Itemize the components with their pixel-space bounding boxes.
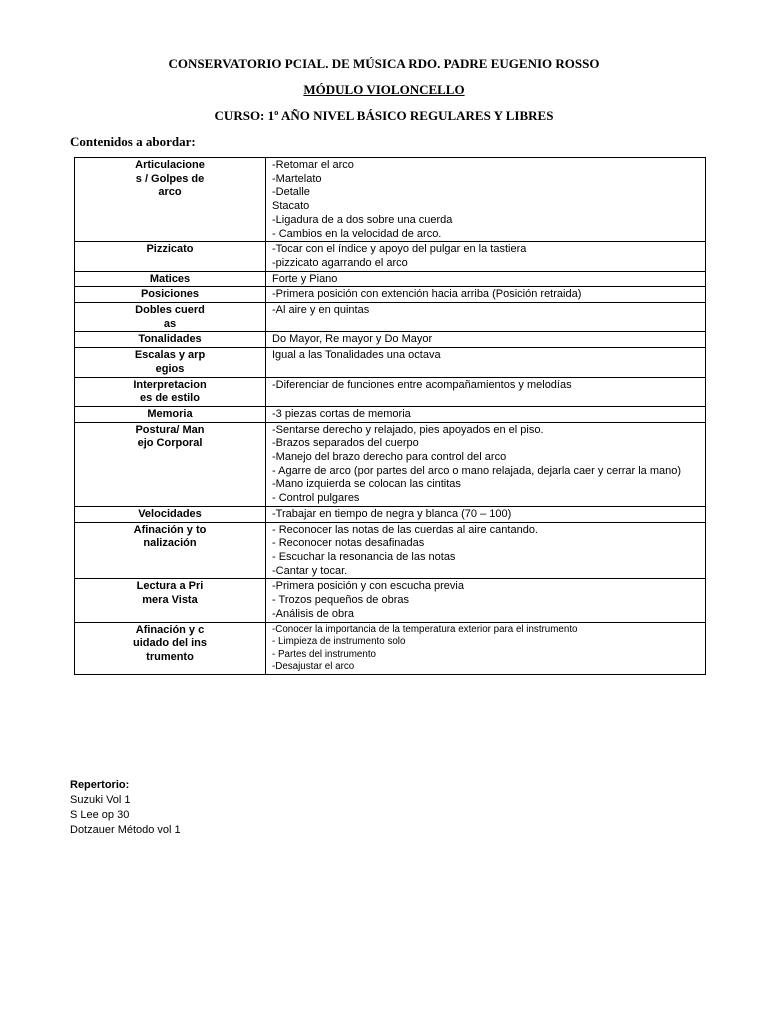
details-cell — [266, 271, 706, 287]
detail-line: -Al aire y en quintas — [272, 304, 370, 317]
topic-label: Memoria — [147, 407, 193, 420]
detail-line: -Detalle — [272, 186, 310, 199]
detail-line: -Trabajar en tiempo de negra y blanca (70 – 100) — [272, 507, 512, 520]
detail-line: -Desajustar el arco — [272, 661, 355, 673]
topic-label: Matices — [149, 272, 191, 285]
table-row — [75, 522, 706, 579]
detail-line: Igual a las Tonalidades una octava — [272, 349, 441, 362]
table-row — [75, 287, 706, 303]
topic-label: Interpretaciones de estilo — [133, 378, 207, 405]
repertoire-title: Repertorio: — [70, 779, 130, 791]
detail-line: -Ligadura de a dos sobre una cuerda — [272, 213, 453, 226]
topic-cell — [75, 332, 266, 348]
topic-cell — [75, 377, 266, 406]
table-row — [75, 422, 706, 506]
table-row — [75, 271, 706, 287]
detail-line: - Reconocer las notas de las cuerdas al aire cantando. — [272, 523, 538, 536]
topic-label: Articulaciones / Golpes de arco — [135, 159, 205, 199]
detail-line: -3 piezas cortas de memoria — [272, 407, 411, 420]
topic-cell — [75, 271, 266, 287]
topic-cell — [75, 158, 266, 242]
details-cell — [266, 422, 706, 506]
details-cell — [266, 158, 706, 242]
table-row — [75, 506, 706, 522]
detail-line: -Cantar y tocar. — [272, 564, 348, 577]
detail-line: -Sentarse derecho y relajado, pies apoyados en el piso. — [272, 423, 544, 436]
detail-line: Do Mayor, Re mayor y Do Mayor — [272, 333, 433, 346]
detail-line: -Brazos separados del cuerpo — [272, 437, 419, 450]
details-cell — [266, 406, 706, 422]
topic-label: Pizzicato — [146, 243, 194, 256]
topic-label: Dobles cuerdas — [135, 304, 205, 330]
detail-line: - Limpieza de instrumento solo — [272, 636, 406, 648]
module-title: MÓDULO VIOLONCELLO — [303, 82, 465, 97]
detail-line: - Escuchar la resonancia de las notas — [272, 550, 456, 563]
table-row — [75, 622, 706, 674]
detail-line: -Primera posición y con escucha previa — [272, 580, 464, 593]
table-row — [75, 579, 706, 622]
detail-line: -Primera posición con extención hacia arriba (Posición retraida) — [272, 288, 582, 301]
topic-cell — [75, 348, 266, 377]
detail-line: - Control pulgares — [272, 492, 360, 505]
detail-line: -Martelato — [272, 172, 322, 185]
detail-line: -Tocar con el índice y apoyo del pulgar en la tastiera — [272, 243, 527, 256]
topic-cell — [75, 422, 266, 506]
detail-line: -Manejo del brazo derecho para control del arco — [272, 451, 507, 464]
detail-line: Stacato — [272, 200, 310, 213]
topic-label: Escalas y arpegios — [134, 349, 206, 375]
repertoire-section — [70, 778, 181, 838]
detail-line: -Diferenciar de funciones entre acompañamientos y melodías — [272, 378, 572, 391]
topic-label: Lectura a Primera Vista — [136, 580, 204, 607]
table-row — [75, 332, 706, 348]
detail-line: - Trozos pequeños de obras — [272, 594, 409, 607]
table-row — [75, 242, 706, 271]
detail-line: -Retomar el arco — [272, 159, 354, 171]
detail-line: - Agarre de arco (por partes del arco o mano relajada, dejarla caer y cerrar la mano) — [272, 464, 682, 477]
details-cell — [266, 332, 706, 348]
detail-line: -Conocer la importancia de la temperatura exterior para el instrumento — [272, 623, 578, 635]
detail-line: - Partes del instrumento — [272, 648, 377, 660]
table-row — [75, 377, 706, 406]
topic-cell — [75, 303, 266, 332]
repertoire-item: Dotzauer Método vol 1 — [70, 824, 181, 836]
topic-label: Tonalidades — [138, 333, 202, 346]
table-row — [75, 348, 706, 377]
topic-label: Velocidades — [138, 507, 202, 520]
repertoire-item: Suzuki Vol 1 — [70, 794, 131, 806]
topic-label: Afinación y tonalización — [133, 523, 207, 550]
topic-label: Posiciones — [140, 288, 200, 301]
table-row — [75, 158, 706, 242]
details-cell — [266, 622, 706, 674]
table-row — [75, 406, 706, 422]
details-cell — [266, 522, 706, 579]
details-cell — [266, 377, 706, 406]
topic-cell — [75, 522, 266, 579]
course-title: CURSO: 1º AÑO NIVEL BÁSICO REGULARES Y LIBRES — [214, 108, 554, 123]
topic-cell — [75, 406, 266, 422]
topic-label: Postura/ Manejo Corporal — [135, 423, 205, 450]
table-row — [75, 303, 706, 332]
detail-line: Forte y Piano — [272, 272, 338, 285]
details-cell — [266, 303, 706, 332]
topic-cell — [75, 622, 266, 674]
details-cell — [266, 287, 706, 303]
topic-cell — [75, 506, 266, 522]
institution-title: CONSERVATORIO PCIAL. DE MÚSICA RDO. PADRE EUGENIO ROSSO — [168, 56, 600, 71]
contents-table — [74, 157, 706, 675]
topic-label: Afinación y cuidado del instrumento — [133, 623, 207, 663]
detail-line: - Reconocer notas desafinadas — [272, 537, 425, 550]
contents-label: Contenidos a abordar: — [70, 134, 196, 149]
details-cell — [266, 579, 706, 622]
details-cell — [266, 348, 706, 377]
repertoire-item: S Lee op 30 — [70, 809, 130, 821]
detail-line: - Cambios en la velocidad de arco. — [272, 227, 442, 240]
topic-cell — [75, 242, 266, 271]
details-cell — [266, 242, 706, 271]
topic-cell — [75, 287, 266, 303]
details-cell — [266, 506, 706, 522]
detail-line: -Análisis de obra — [272, 607, 354, 620]
detail-line: -pizzicato agarrando el arco — [272, 256, 408, 269]
detail-line: -Mano izquierda se colocan las cintitas — [272, 478, 461, 491]
topic-cell — [75, 579, 266, 622]
